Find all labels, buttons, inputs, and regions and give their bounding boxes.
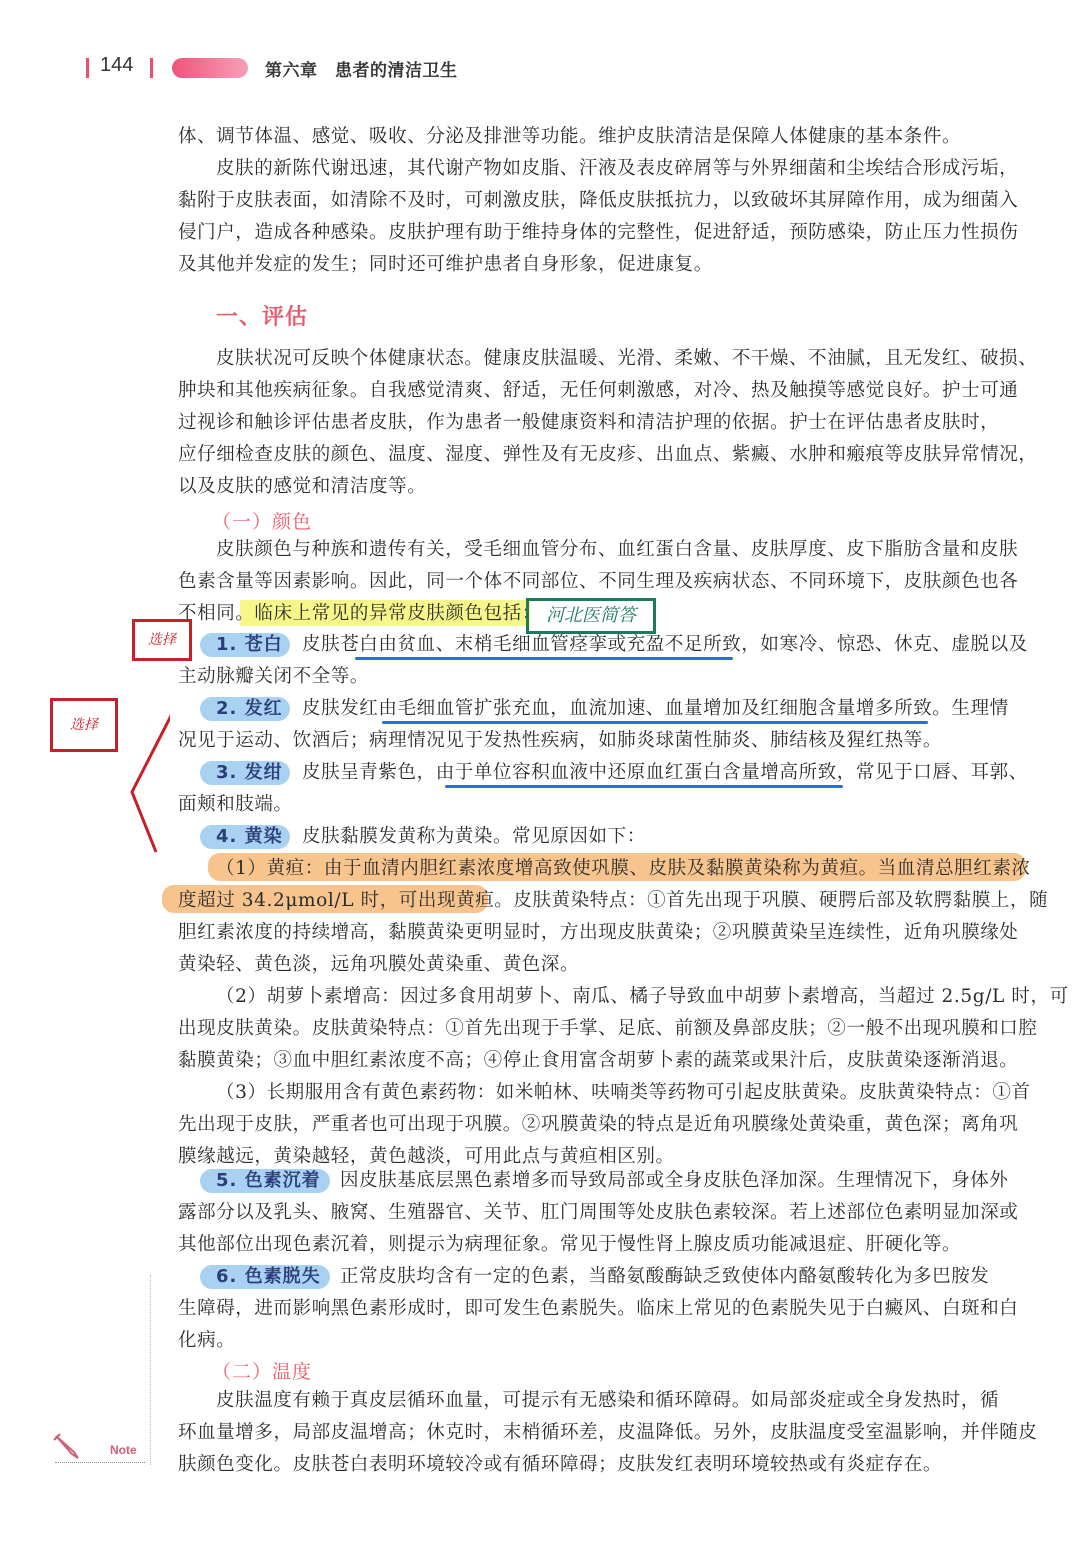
- paragraph-line: 皮肤黏膜发黄称为黄染。常见原因如下：: [302, 826, 646, 847]
- paragraph-line: 及其他并发症的发生；同时还可维护患者自身形象，促进康复。: [178, 254, 713, 275]
- item-tag-cyanosis: 3. 发绀: [200, 761, 290, 785]
- paragraph-line: [178, 602, 541, 626]
- margin-note-border: [150, 1275, 151, 1465]
- paragraph-line: （2）胡萝卜素增高：因过多食用胡萝卜、南瓜、橘子导致血中胡萝卜素增高，当超过 2.5g/L 时，可: [216, 986, 1069, 1007]
- paragraph-line: 环血量增多，局部皮温增高；休克时，末梢循环差，皮温降低。另外，皮肤温度受室温影响，并伴随皮: [178, 1422, 1038, 1443]
- header-bar-left: [86, 58, 89, 78]
- paragraph-line: 况见于运动、饮酒后；病理情况见于发热性疾病，如肺炎球菌性肺炎、肺结核及猩红热等。: [178, 730, 943, 751]
- item-tag-depigmentation: 6. 色素脱失: [200, 1265, 330, 1289]
- handwritten-note-red: 选择: [50, 698, 118, 752]
- subsection-title: （二）温度: [212, 1361, 313, 1383]
- header-bar-right: [150, 58, 153, 78]
- paragraph-line: （3）长期服用含有黄色素药物：如米帕林、呋喃类等药物可引起皮肤黄染。皮肤黄染特点：①首: [216, 1082, 1031, 1103]
- handwritten-note-red: 选择: [132, 619, 192, 661]
- item-tag-pigmentation: 5. 色素沉着: [200, 1169, 330, 1193]
- item-tag-red: 2. 发红: [200, 697, 290, 721]
- paragraph-line: 其他部位出现色素沉着，则提示为病理征象。常见于慢性肾上腺皮质功能减退症、肝硬化等。: [178, 1234, 962, 1255]
- paragraph-line: 肿块和其他疾病征象。自我感觉清爽、舒适，无任何刺激感，对冷、热及触摸等感觉良好。护士可通: [178, 380, 1019, 401]
- paragraph-line: 出现皮肤黄染。皮肤黄染特点：①首先出现于手掌、足底、前额及鼻部皮肤；②一般不出现巩膜和口腔: [178, 1018, 1038, 1039]
- chapter-title: 第六章 患者的清洁卫生: [265, 61, 458, 81]
- paragraph-line: 体、调节体温、感觉、吸收、分泌及排泄等功能。维护皮肤清洁是保障人体健康的基本条件。: [178, 126, 962, 147]
- paragraph-line: 皮肤的新陈代谢迅速，其代谢产物如皮脂、汗液及表皮碎屑等与外界细菌和尘埃结合形成污垢，: [216, 158, 1019, 179]
- note-label: Note: [110, 1443, 137, 1457]
- subsection-title: （一）颜色: [212, 511, 313, 533]
- paragraph-line: 色素含量等因素影响。因此，同一个体不同部位、不同生理及疾病状态、不同环境下，皮肤颜色也各: [178, 571, 1019, 592]
- paragraph-line: 胆红素浓度的持续增高，黏膜黄染更明显时，方出现皮肤黄染；②巩膜黄染呈连续性，近角巩膜缘处: [178, 922, 1019, 943]
- note-underline: [55, 1462, 145, 1463]
- item-tag-yellowing: 4. 黄染: [200, 825, 290, 849]
- paragraph-line: 应仔细检查皮肤的颜色、温度、湿度、弹性及有无皮疹、出血点、紫癜、水肿和瘢痕等皮肤异常情况，: [178, 444, 1038, 465]
- paragraph-line: 露部分以及乳头、腋窝、生殖器官、关节、肛门周围等处皮肤色素较深。若上述部位色素明显加深或: [178, 1202, 1019, 1223]
- chapter-pill-decoration: [172, 58, 248, 78]
- red-bracket-mark: [120, 700, 170, 860]
- blue-underline: [382, 721, 928, 724]
- paragraph-line: 黏膜黄染；③血中胆红素浓度不高；④停止食用富含胡萝卜素的蔬菜或果汁后，皮肤黄染逐渐消退。: [178, 1050, 1019, 1071]
- paragraph-line: 皮肤呈青紫色，由于单位容积血液中还原血红蛋白含量增高所致，常见于口唇、耳郭、: [302, 762, 1028, 783]
- paragraph-line: （1）黄疸：由于血清内胆红素浓度增高致使巩膜、皮肤及黏膜黄染称为黄疸。当血清总胆红素浓: [216, 858, 1031, 879]
- paragraph-line: 先出现于皮肤，严重者也可出现于巩膜。②巩膜黄染的特点是近角巩膜缘处黄染重，黄色深；离角巩: [178, 1114, 1019, 1135]
- paragraph-line: 皮肤苍白由贫血、末梢毛细血管痉挛或充盈不足所致，如寒冷、惊恐、休克、虚脱以及: [302, 634, 1028, 655]
- paragraph-line: 黏附于皮肤表面，如清除不及时，可刺激皮肤，降低皮肤抵抗力，以致破坏其屏障作用，成为细菌入: [178, 190, 1019, 211]
- paragraph-line: 皮肤颜色与种族和遗传有关，受毛细血管分布、血红蛋白含量、皮肤厚度、皮下脂肪含量和皮肤: [216, 539, 1019, 560]
- paragraph-line: 化病。: [178, 1330, 236, 1351]
- paragraph-line: 黄染轻、黄色淡，远角巩膜处黄染重、黄色深。: [178, 954, 580, 975]
- paragraph-line: 度超过 34.2μmol/L 时，可出现黄疸。皮肤黄染特点：①首先出现于巩膜、硬腭后部及软腭黏膜上，随: [178, 890, 1049, 911]
- paragraph-line: 过视诊和触诊评估患者皮肤，作为患者一般健康资料和清洁护理的依据。护士在评估患者皮肤时，: [178, 412, 1000, 433]
- paragraph-line: 侵门户，造成各种感染。皮肤护理有助于维持身体的完整性，促进舒适，预防感染，防止压力性损伤: [178, 222, 1019, 243]
- paragraph-line: 因皮肤基底层黑色素增多而导致局部或全身皮肤色泽加深。生理情况下，身体外: [340, 1170, 1009, 1191]
- pencil-icon: [52, 1432, 86, 1460]
- blue-underline: [445, 785, 843, 788]
- paragraph-line: 皮肤状况可反映个体健康状态。健康皮肤温暖、光滑、柔嫩、不干燥、不油腻，且无发红、破损、: [216, 348, 1038, 369]
- paragraph-line: 主动脉瓣关闭不全等。: [178, 666, 370, 687]
- paragraph-line: 膜缘越远，黄染越轻，黄色越淡，可用此点与黄疸相区别。: [178, 1146, 675, 1167]
- paragraph-line: 肤颜色变化。皮肤苍白表明环境较冷或有循环障碍；皮肤发红表明环境较热或有炎症存在。: [178, 1454, 943, 1475]
- text-span: 不相同。: [178, 603, 255, 624]
- blue-underline: [355, 657, 733, 660]
- section-title: 一、评估: [216, 305, 309, 330]
- paragraph-line: 皮肤发红由毛细血管扩张充血，血流加速、血量增加及红细胞含量增多所致。生理情: [302, 698, 1009, 719]
- highlighted-text: 临床上常见的异常皮肤颜色包括：: [254, 603, 541, 624]
- paragraph-line: 正常皮肤均含有一定的色素，当酪氨酸酶缺乏致使体内酪氨酸转化为多巴胺发: [340, 1266, 990, 1287]
- paragraph-line: 生障碍，进而影响黑色素形成时，即可发生色素脱失。临床上常见的色素脱失见于白癜风、白斑和白: [178, 1298, 1019, 1319]
- page-number: 144: [100, 54, 134, 76]
- paragraph-line: 面颊和肢端。: [178, 794, 293, 815]
- paragraph-line: 以及皮肤的感觉和清洁度等。: [178, 476, 427, 497]
- handwritten-note-green: 河北医简答: [526, 598, 656, 634]
- item-tag-pale: 1. 苍白: [200, 633, 290, 657]
- paragraph-line: 皮肤温度有赖于真皮层循环血量，可提示有无感染和循环障碍。如局部炎症或全身发热时，循: [216, 1390, 1000, 1411]
